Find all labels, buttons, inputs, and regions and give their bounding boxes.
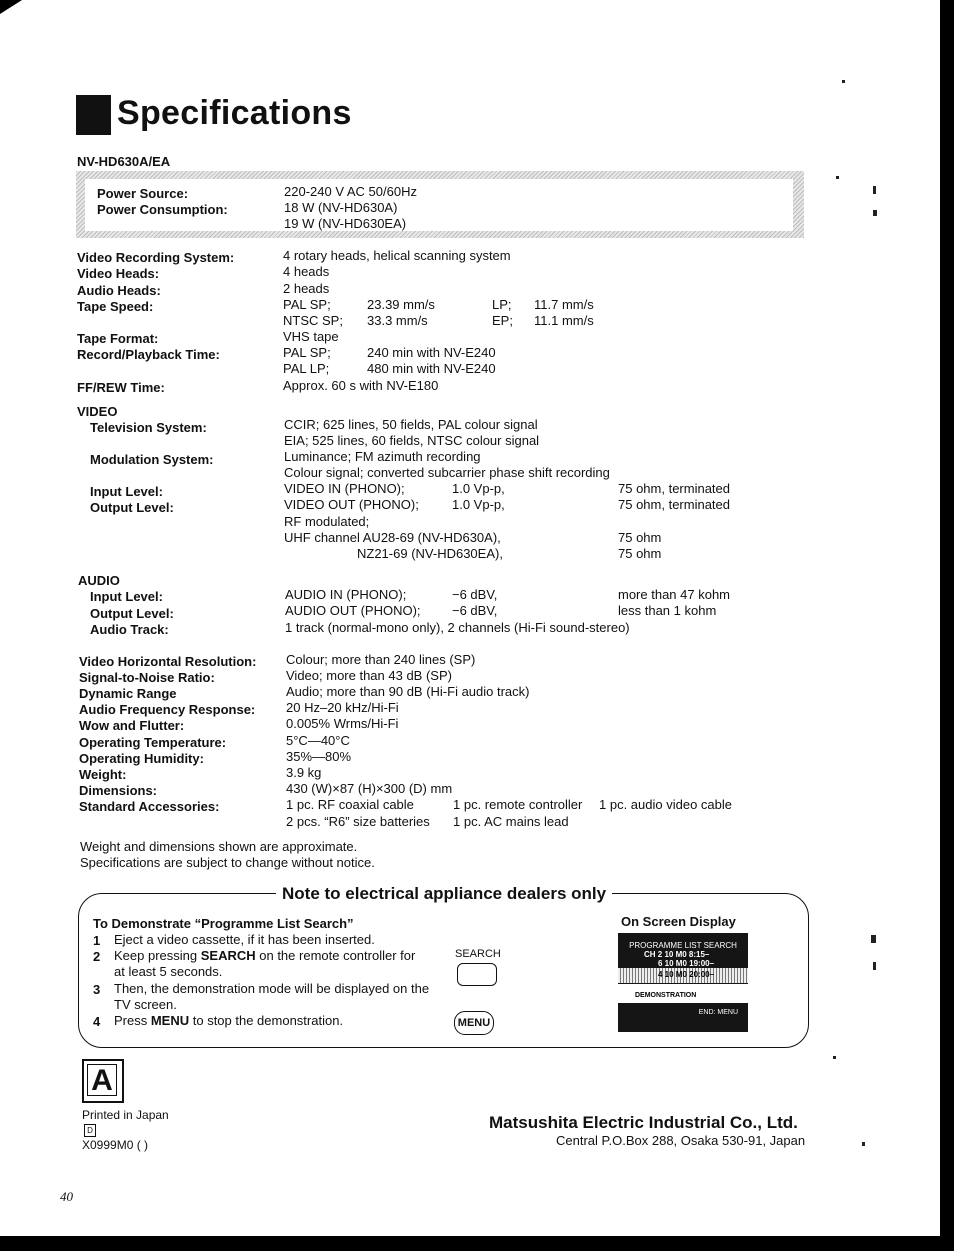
accessory-item: 2 pcs. “R6” size batteries — [286, 814, 430, 829]
step-text: Then, the demonstration mode will be displayed on the — [114, 981, 430, 996]
spec-value: 75 ohm — [618, 546, 662, 561]
step-text-cont: TV screen. — [114, 997, 177, 1012]
osd-row: 6 10 M0 19:00– — [658, 959, 715, 968]
step-number: 3 — [93, 982, 101, 997]
step-text: Eject a video cassette, if it has been inserted. — [114, 932, 375, 947]
spec-label: Audio Track: — [90, 622, 169, 637]
accessory-item: 1 pc. AC mains lead — [453, 814, 569, 829]
menu-button-icon: MENU — [454, 1011, 494, 1035]
spec-value: 5°C—40°C — [286, 733, 350, 748]
accessory-item: 1 pc. remote controller — [453, 797, 583, 812]
spec-label-power-consumption: Power Consumption: — [97, 202, 228, 217]
spec-value: LP; — [492, 297, 512, 312]
spec-value: 75 ohm — [618, 530, 662, 545]
spec-value: Approx. 60 s with NV-E180 — [283, 378, 439, 393]
osd-row: CH 2 10 M0 8:15– — [644, 950, 710, 959]
step-number: 4 — [93, 1014, 101, 1029]
spec-value: 3.9 kg — [286, 765, 322, 780]
spec-value: Colour; more than 240 lines (SP) — [286, 652, 476, 667]
spec-label: Input Level: — [90, 589, 163, 604]
osd-end-label: END: MENU — [698, 1009, 738, 1016]
spec-value: −6 dBV, — [452, 587, 498, 602]
spec-value: 11.1 mm/s — [534, 313, 594, 328]
spec-label: Television System: — [90, 420, 207, 435]
footnote: Specifications are subject to change without notice. — [80, 855, 375, 870]
spec-label: Modulation System: — [90, 452, 214, 467]
step-text: Press MENU to stop the demonstration. — [114, 1013, 344, 1028]
company-address: Central P.O.Box 288, Osaka 530-91, Japan — [556, 1133, 806, 1148]
spec-value: AUDIO IN (PHONO); — [285, 587, 407, 602]
spec-value: NTSC SP; — [283, 313, 343, 328]
spec-value: 23.39 mm/s — [367, 297, 435, 312]
spec-label: Signal-to-Noise Ratio: — [79, 670, 215, 685]
corner-mark — [0, 0, 22, 14]
spec-value: CCIR; 625 lines, 50 fields, PAL colour signal — [284, 417, 538, 432]
page-title: Specifications — [117, 94, 352, 132]
spec-label: Video Heads: — [77, 266, 160, 281]
footnote: Weight and dimensions shown are approximate. — [80, 839, 358, 854]
spec-value: 2 heads — [283, 281, 330, 296]
region-badge — [82, 1059, 124, 1103]
on-screen-display — [618, 933, 748, 1032]
spec-label: Output Level: — [90, 500, 174, 515]
spec-value: AUDIO OUT (PHONO); — [285, 603, 421, 618]
spec-value: PAL SP; — [283, 345, 331, 360]
step-number: 1 — [93, 933, 101, 948]
spec-value: 1 track (normal-mono only), 2 channels (Hi-Fi sound-stereo) — [285, 620, 630, 635]
osd-title: On Screen Display — [621, 914, 736, 929]
spec-value: RF modulated; — [284, 514, 370, 529]
spec-value-power-consumption-a: 18 W (NV-HD630A) — [284, 200, 398, 215]
spec-value: 11.7 mm/s — [534, 297, 594, 312]
spec-value: EP; — [492, 313, 513, 328]
spec-label: Input Level: — [90, 484, 163, 499]
spec-value: EIA; 525 lines, 60 fields, NTSC colour signal — [284, 433, 540, 448]
search-button-icon — [457, 963, 497, 986]
osd-header: PROGRAMME LIST SEARCH — [629, 941, 737, 950]
section-heading-video: VIDEO — [77, 404, 118, 419]
spec-value: 4 rotary heads, helical scanning system — [283, 248, 511, 263]
spec-value: less than 1 kohm — [618, 603, 717, 618]
spec-value: UHF channel AU28-69 (NV-HD630A), — [284, 530, 501, 545]
spec-label: Weight: — [79, 767, 127, 782]
osd-row: 4 10 M0 20:00– — [658, 970, 715, 979]
scan-speck — [871, 935, 876, 943]
spec-label: Audio Frequency Response: — [79, 702, 256, 717]
spec-label: Audio Heads: — [77, 283, 161, 298]
osd-demo-label: DEMONSTRATION — [635, 992, 697, 999]
scan-speck — [833, 1056, 836, 1059]
title-block-icon — [76, 95, 111, 135]
spec-value: VIDEO IN (PHONO); — [284, 481, 405, 496]
spec-value: PAL SP; — [283, 297, 331, 312]
spec-value: 0.005% Wrms/Hi-Fi — [286, 716, 399, 731]
spec-value: 430 (W)×87 (H)×300 (D) mm — [286, 781, 453, 796]
scan-speck — [842, 80, 845, 83]
spec-label-power-source: Power Source: — [97, 186, 189, 201]
spec-value: VHS tape — [283, 329, 339, 344]
spec-value: Colour signal; converted subcarrier phase shift recording — [284, 465, 610, 480]
d-mark: D — [84, 1124, 96, 1137]
accessory-item: 1 pc. audio video cable — [599, 797, 732, 812]
scan-speck — [873, 186, 876, 194]
part-code: X0999M0 ( ) — [82, 1138, 149, 1152]
spec-label: Output Level: — [90, 606, 174, 621]
spec-label: Tape Speed: — [77, 299, 154, 314]
spec-value: 1.0 Vp-p, — [452, 481, 505, 496]
spec-value: Video; more than 43 dB (SP) — [286, 668, 452, 683]
spec-value: −6 dBV, — [452, 603, 498, 618]
step-text: Keep pressing SEARCH on the remote controller for — [114, 948, 416, 963]
company-name: Matsushita Electric Industrial Co., Ltd. — [489, 1113, 798, 1132]
spec-label: Video Recording System: — [77, 250, 235, 265]
dealer-note-title: Note to electrical appliance dealers only — [276, 884, 612, 904]
spec-label: Operating Humidity: — [79, 751, 204, 766]
spec-value: 75 ohm, terminated — [618, 481, 731, 496]
spec-value: 4 heads — [283, 264, 330, 279]
spec-value: 75 ohm, terminated — [618, 497, 731, 512]
spec-label: Dimensions: — [79, 783, 158, 798]
scan-speck — [873, 210, 877, 216]
region-badge-letter: A — [87, 1064, 117, 1096]
accessory-item: 1 pc. RF coaxial cable — [286, 797, 414, 812]
section-heading-audio: AUDIO — [78, 573, 120, 588]
spec-value: 1.0 Vp-p, — [452, 497, 505, 512]
spec-label: Dynamic Range — [79, 686, 177, 701]
printed-in: Printed in Japan — [82, 1108, 169, 1122]
step-text-cont: at least 5 seconds. — [114, 964, 223, 979]
spec-label: Tape Format: — [77, 331, 159, 346]
spec-value: NZ21-69 (NV-HD630EA), — [357, 546, 503, 561]
spec-value: Luminance; FM azimuth recording — [284, 449, 481, 464]
search-button-label: SEARCH — [455, 948, 501, 960]
spec-value: more than 47 kohm — [618, 587, 731, 602]
page-number: 40 — [60, 1189, 73, 1204]
spec-label: Standard Accessories: — [79, 799, 220, 814]
spec-value: 240 min with NV-E240 — [367, 345, 496, 360]
scan-speck — [836, 176, 839, 179]
spec-label: Wow and Flutter: — [79, 718, 185, 733]
demo-subtitle: To Demonstrate “Programme List Search” — [93, 916, 354, 931]
spec-value: 33.3 mm/s — [367, 313, 428, 328]
spec-value: PAL LP; — [283, 361, 330, 376]
spec-label: Record/Playback Time: — [77, 347, 220, 362]
spec-value-power-consumption-ea: 19 W (NV-HD630EA) — [284, 216, 407, 231]
step-number: 2 — [93, 949, 101, 964]
spec-value: VIDEO OUT (PHONO); — [284, 497, 419, 512]
scan-speck — [873, 962, 876, 970]
spec-value: 20 Hz–20 kHz/Hi-Fi — [286, 700, 399, 715]
spec-label: Operating Temperature: — [79, 735, 227, 750]
spec-label: Video Horizontal Resolution: — [79, 654, 257, 669]
spec-value: Audio; more than 90 dB (Hi-Fi audio track) — [286, 684, 530, 699]
spec-value: 480 min with NV-E240 — [367, 361, 496, 376]
scan-edge-right — [940, 0, 954, 1251]
scan-edge-bottom — [0, 1236, 954, 1251]
model-number: NV-HD630A/EA — [77, 154, 171, 169]
spec-value: 35%—80% — [286, 749, 352, 764]
spec-value-power-source: 220-240 V AC 50/60Hz — [284, 184, 417, 199]
scan-speck — [862, 1142, 865, 1146]
spec-label: FF/REW Time: — [77, 380, 165, 395]
